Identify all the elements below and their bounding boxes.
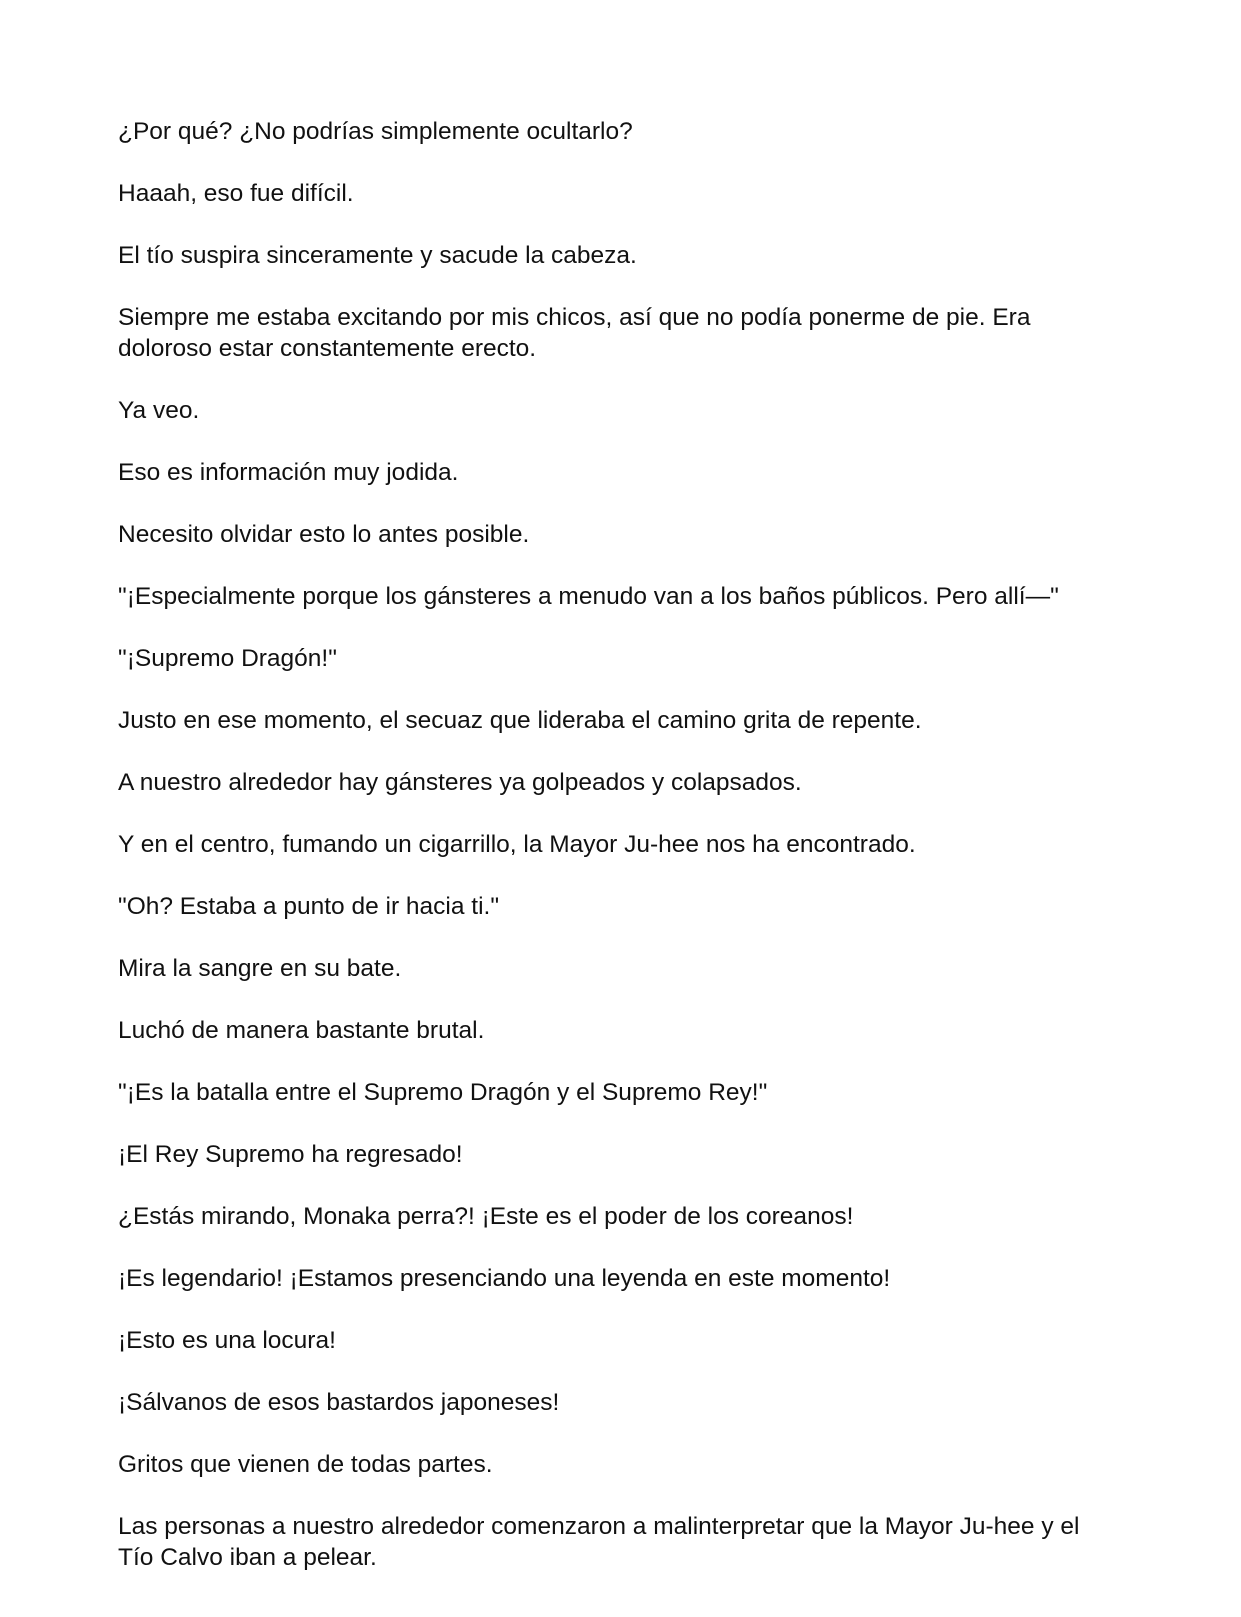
paragraph: Justo en ese momento, el secuaz que lideraba el camino grita de repente. (118, 707, 922, 734)
paragraph: ¡Sálvanos de esos bastardos japoneses! (118, 1389, 560, 1416)
paragraph: Ya veo. (118, 397, 200, 424)
paragraph: Las personas a nuestro alrededor comenzaron a malinterpretar que la Mayor Ju-hee y el Tío Calvo iban a pelear. (118, 1513, 1080, 1571)
paragraph: "¡Supremo Dragón!" (118, 645, 337, 672)
paragraph: Eso es información muy jodida. (118, 459, 459, 486)
paragraph: ¡Esto es una locura! (118, 1327, 336, 1354)
paragraph: "¡Es la batalla entre el Supremo Dragón y el Supremo Rey!" (118, 1079, 768, 1106)
paragraph: A nuestro alrededor hay gánsteres ya golpeados y colapsados. (118, 769, 802, 796)
paragraph: ¿Estás mirando, Monaka perra?! ¡Este es el poder de los coreanos! (118, 1203, 854, 1230)
paragraph: "Oh? Estaba a punto de ir hacia ti." (118, 893, 500, 920)
paragraph: Haaah, eso fue difícil. (118, 180, 354, 207)
paragraph: Y en el centro, fumando un cigarrillo, la Mayor Ju-hee nos ha encontrado. (118, 831, 916, 858)
paragraph: Gritos que vienen de todas partes. (118, 1451, 493, 1478)
paragraph: Necesito olvidar esto lo antes posible. (118, 521, 530, 548)
document-body (118, 116, 1088, 1604)
paragraph: "¡Especialmente porque los gánsteres a menudo van a los baños públicos. Pero allí—" (118, 583, 1059, 610)
paragraph: ¡Es legendario! ¡Estamos presenciando una leyenda en este momento! (118, 1265, 891, 1292)
paragraph: El tío suspira sinceramente y sacude la cabeza. (118, 242, 637, 269)
paragraph: ¡El Rey Supremo ha regresado! (118, 1141, 463, 1168)
paragraph: Luchó de manera bastante brutal. (118, 1017, 485, 1044)
paragraph: Siempre me estaba excitando por mis chicos, así que no podía ponerme de pie. Era doloroso estar constantemente erecto. (118, 304, 1031, 362)
paragraph: Mira la sangre en su bate. (118, 955, 402, 982)
paragraph: ¿Por qué? ¿No podrías simplemente ocultarlo? (118, 118, 633, 145)
